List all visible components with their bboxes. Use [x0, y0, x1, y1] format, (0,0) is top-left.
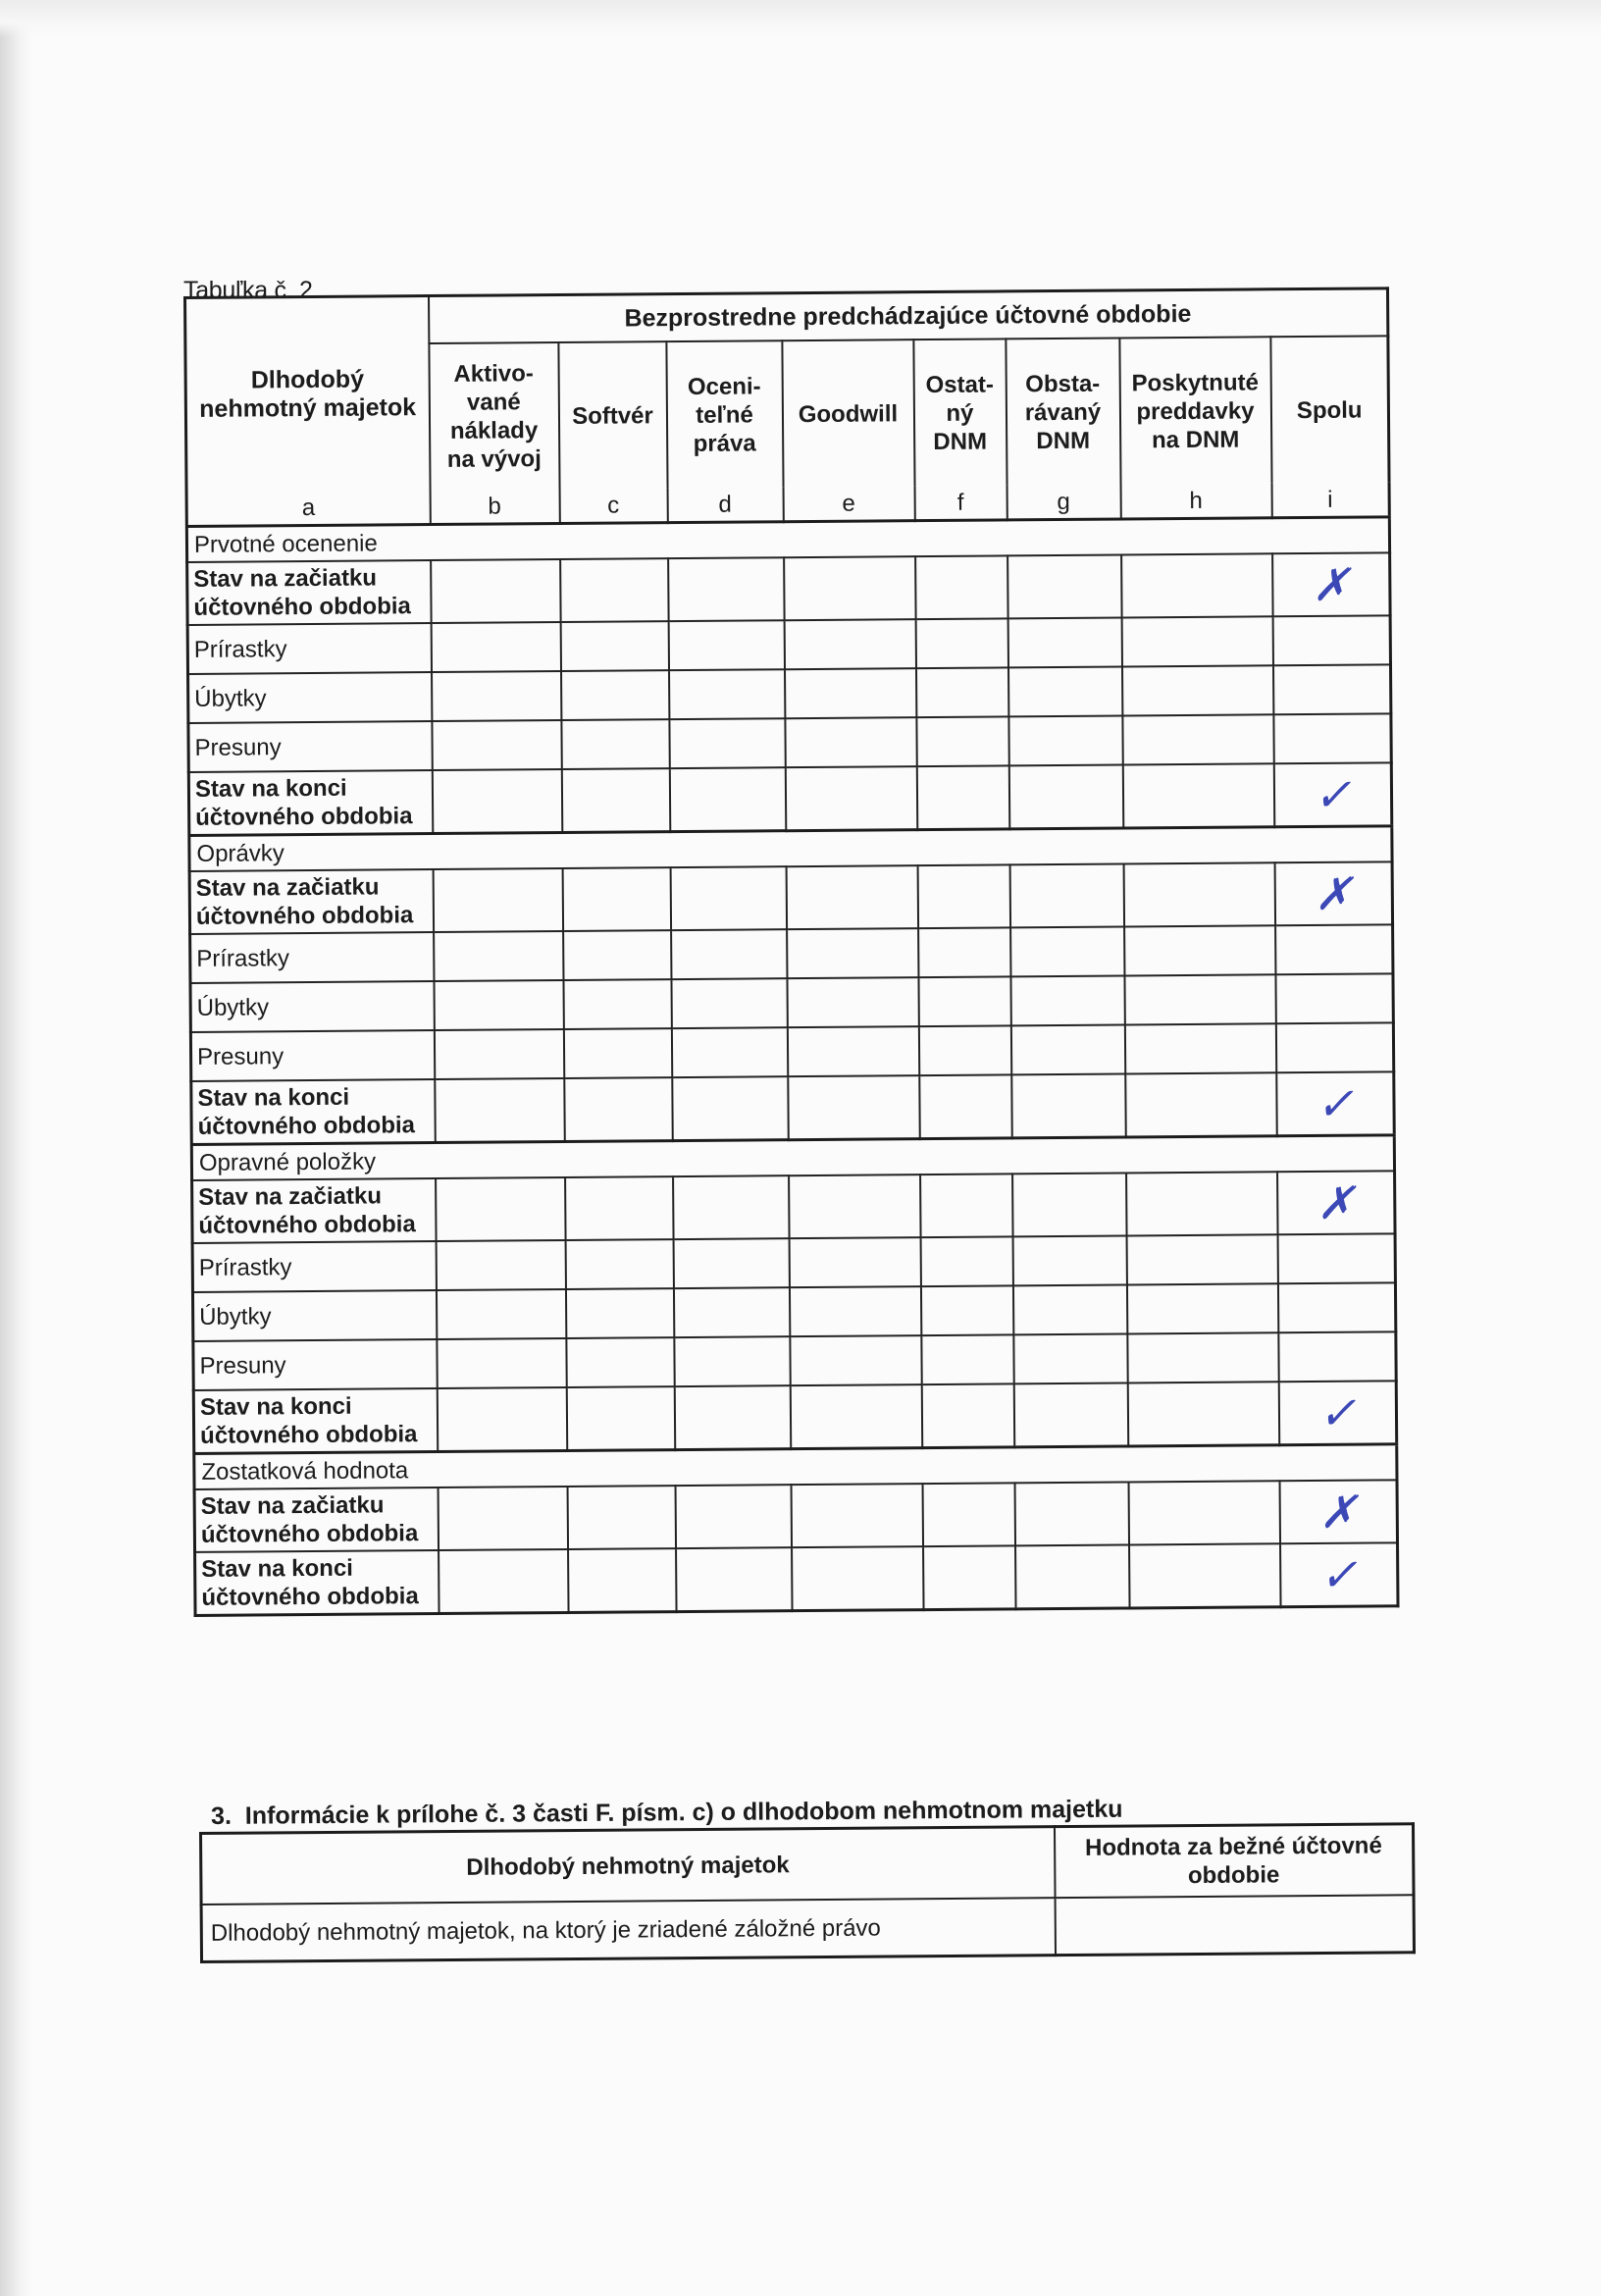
- table-row: [194, 1480, 1397, 1552]
- value-cell[interactable]: [921, 1334, 1013, 1384]
- value-cell[interactable]: [562, 867, 670, 931]
- value-cell[interactable]: [1124, 974, 1275, 1024]
- value-cell[interactable]: [436, 1289, 565, 1339]
- value-cell[interactable]: [675, 1485, 791, 1548]
- total-cell-mark[interactable]: ✗: [1272, 552, 1391, 616]
- value-cell[interactable]: [438, 1487, 567, 1550]
- value-cell[interactable]: [915, 618, 1007, 668]
- value-cell[interactable]: [434, 980, 563, 1030]
- column-header-a: Dlhodobý nehmotný majetok: [185, 296, 431, 492]
- total-cell-mark[interactable]: ✗: [1277, 1171, 1396, 1234]
- value-cell[interactable]: [561, 719, 669, 769]
- value-cell[interactable]: [1128, 1481, 1279, 1544]
- value-cell[interactable]: [791, 1484, 922, 1547]
- column-header-g: Obsta- rávaný DNM: [1006, 339, 1120, 486]
- value-cell[interactable]: [1012, 1284, 1126, 1334]
- value-cell[interactable]: [1123, 862, 1274, 926]
- value-cell[interactable]: [1010, 1024, 1124, 1074]
- value-cell[interactable]: [1010, 926, 1124, 976]
- row-label: Stav na konci účtovného obdobia: [193, 1388, 437, 1453]
- value-cell[interactable]: [786, 865, 917, 929]
- section-title: Zostatková hodnota: [194, 1444, 1397, 1489]
- value-cell[interactable]: [564, 1077, 673, 1141]
- value-cell[interactable]: [1007, 666, 1121, 716]
- total-cell-mark[interactable]: [1278, 1331, 1396, 1382]
- value-cell[interactable]: [788, 1075, 920, 1140]
- total-cell-mark[interactable]: [1275, 924, 1393, 974]
- value-cell[interactable]: [923, 1545, 1016, 1609]
- row-label: Prírastky: [190, 932, 434, 983]
- pledged-row-value[interactable]: [1055, 1895, 1414, 1955]
- total-cell-mark[interactable]: [1275, 973, 1393, 1023]
- value-cell[interactable]: [436, 1240, 565, 1290]
- value-cell[interactable]: [673, 1175, 789, 1239]
- value-cell[interactable]: [1014, 1482, 1128, 1545]
- table-row: [191, 1071, 1394, 1144]
- value-cell[interactable]: [1124, 1023, 1275, 1073]
- column-letter-h: h: [1120, 483, 1271, 519]
- table-row: [195, 1542, 1398, 1615]
- table-row: [187, 552, 1390, 625]
- value-cell[interactable]: [674, 1336, 790, 1386]
- row-label: Stav na konci účtovného obdobia: [195, 1550, 439, 1615]
- value-cell[interactable]: [922, 1483, 1014, 1546]
- value-cell[interactable]: [567, 1486, 675, 1549]
- value-cell[interactable]: [434, 931, 563, 981]
- value-cell[interactable]: [673, 1287, 789, 1337]
- total-cell-mark[interactable]: ✓: [1273, 762, 1392, 826]
- value-cell[interactable]: [439, 1549, 569, 1614]
- row-label: Presuny: [190, 1030, 434, 1081]
- value-cell[interactable]: [1124, 925, 1275, 975]
- value-cell[interactable]: [561, 768, 670, 832]
- value-cell[interactable]: [784, 619, 915, 669]
- group-header: Bezprostredne predchádzajúce účtovné obdobie: [429, 288, 1388, 343]
- value-cell[interactable]: [1013, 1333, 1127, 1383]
- total-cell-mark[interactable]: [1273, 713, 1391, 763]
- total-cell-mark[interactable]: [1277, 1282, 1395, 1332]
- value-cell[interactable]: [1122, 714, 1273, 764]
- value-cell[interactable]: [790, 1384, 922, 1449]
- row-label: Prírastky: [187, 623, 431, 674]
- total-cell-mark[interactable]: ✓: [1276, 1071, 1395, 1135]
- row-label: Úbytky: [188, 672, 432, 723]
- scan-edge-left: [0, 0, 33, 2296]
- value-cell[interactable]: [916, 667, 1008, 717]
- pledged-col-value-header: Hodnota za bežné účtovné obdobie: [1054, 1824, 1414, 1898]
- row-label: Úbytky: [190, 981, 434, 1032]
- value-cell[interactable]: [560, 558, 668, 622]
- value-cell[interactable]: [1122, 763, 1274, 828]
- value-cell[interactable]: [1010, 975, 1124, 1025]
- value-cell[interactable]: [916, 716, 1008, 766]
- section-title: Oprávky: [189, 826, 1392, 871]
- value-cell[interactable]: [561, 670, 669, 720]
- total-cell-mark[interactable]: [1277, 1233, 1395, 1283]
- row-label: Stav na konci účtovného obdobia: [188, 770, 432, 835]
- value-cell[interactable]: [674, 1385, 791, 1449]
- column-letter-b: b: [430, 489, 559, 525]
- section-title: Opravné položky: [191, 1135, 1394, 1180]
- column-letter-g: g: [1007, 485, 1120, 520]
- value-cell[interactable]: [565, 1239, 673, 1289]
- value-cell[interactable]: [568, 1548, 677, 1612]
- value-cell[interactable]: [1126, 1234, 1277, 1284]
- column-letter-e: e: [783, 486, 914, 522]
- value-cell[interactable]: [432, 769, 562, 834]
- value-cell[interactable]: [1008, 764, 1123, 828]
- value-cell[interactable]: [915, 555, 1007, 619]
- value-cell[interactable]: [670, 866, 786, 930]
- value-cell[interactable]: [565, 1176, 673, 1240]
- value-cell[interactable]: [565, 1288, 673, 1338]
- row-label: Stav na začiatku účtovného obdobia: [189, 869, 433, 934]
- value-cell[interactable]: [790, 1335, 921, 1385]
- table-body: [186, 517, 1398, 1616]
- value-cell[interactable]: [1125, 1072, 1277, 1137]
- column-letter-a: a: [186, 490, 430, 526]
- value-cell[interactable]: [789, 1286, 920, 1336]
- value-cell[interactable]: [920, 1285, 1012, 1335]
- intangible-assets-table: [183, 287, 1400, 1617]
- pledged-col-asset-header: Dlhodobý nehmotný majetok: [201, 1827, 1056, 1905]
- value-cell[interactable]: [1011, 1073, 1126, 1137]
- value-cell[interactable]: [1121, 616, 1272, 666]
- value-cell[interactable]: [1127, 1332, 1278, 1383]
- table-caption: Tabuľka č. 2: [183, 277, 313, 304]
- value-cell[interactable]: [1012, 1173, 1126, 1236]
- value-cell[interactable]: [916, 765, 1009, 829]
- column-letter-f: f: [914, 485, 1007, 520]
- value-cell[interactable]: [792, 1546, 924, 1611]
- value-cell[interactable]: [676, 1547, 793, 1611]
- total-cell-mark[interactable]: [1272, 664, 1390, 714]
- total-cell-mark[interactable]: ✗: [1274, 861, 1393, 925]
- value-cell[interactable]: [669, 718, 785, 768]
- value-cell[interactable]: [1121, 665, 1272, 715]
- row-label: Stav na začiatku účtovného obdobia: [192, 1178, 436, 1243]
- column-letter-c: c: [559, 488, 667, 523]
- value-cell[interactable]: [784, 556, 915, 620]
- pledged-assets-table: [199, 1822, 1416, 1963]
- pledged-row-label: Dlhodobý nehmotný majetok, na ktorý je zriadené záložné právo: [201, 1898, 1055, 1961]
- row-label: Prírastky: [192, 1241, 436, 1292]
- value-cell[interactable]: [1129, 1543, 1281, 1608]
- value-cell[interactable]: [668, 557, 784, 621]
- total-cell-mark[interactable]: [1272, 615, 1390, 665]
- value-cell[interactable]: [433, 868, 562, 932]
- value-cell[interactable]: [671, 1027, 787, 1077]
- column-header-c: Softvér: [558, 341, 667, 489]
- total-cell-mark[interactable]: [1275, 1022, 1393, 1072]
- total-cell-mark[interactable]: ✓: [1278, 1381, 1397, 1444]
- value-cell[interactable]: [1127, 1382, 1279, 1446]
- value-cell[interactable]: [787, 977, 918, 1027]
- value-cell[interactable]: [431, 622, 560, 672]
- value-cell[interactable]: [671, 978, 787, 1028]
- column-letter-d: d: [667, 487, 783, 522]
- value-cell[interactable]: [673, 1238, 789, 1288]
- value-cell[interactable]: [434, 1029, 563, 1079]
- column-letter-i: i: [1271, 482, 1389, 517]
- value-cell[interactable]: [1013, 1383, 1128, 1446]
- row-label: Úbytky: [192, 1290, 436, 1341]
- row-label: Stav na konci účtovného obdobia: [191, 1079, 435, 1144]
- value-cell[interactable]: [1007, 555, 1121, 619]
- value-cell[interactable]: [669, 767, 786, 831]
- value-cell[interactable]: [436, 1177, 565, 1241]
- value-cell[interactable]: [560, 621, 668, 671]
- value-cell[interactable]: [563, 1028, 671, 1078]
- value-cell[interactable]: [437, 1338, 566, 1388]
- value-cell[interactable]: [566, 1337, 674, 1387]
- value-cell[interactable]: [920, 1174, 1012, 1237]
- value-cell[interactable]: [785, 668, 916, 718]
- value-cell[interactable]: [785, 717, 916, 767]
- value-cell[interactable]: [669, 669, 785, 719]
- value-cell[interactable]: [1007, 618, 1121, 668]
- column-header-d: Oceni- teľné práva: [666, 340, 783, 488]
- value-cell[interactable]: [920, 1236, 1012, 1286]
- value-cell[interactable]: [917, 864, 1009, 928]
- table-row: [188, 762, 1391, 835]
- row-label: Stav na začiatku účtovného obdobia: [187, 560, 431, 625]
- value-cell[interactable]: [437, 1387, 567, 1452]
- row-label: Presuny: [193, 1339, 437, 1390]
- value-cell[interactable]: [563, 979, 671, 1029]
- value-cell[interactable]: [1015, 1544, 1130, 1608]
- column-header-f: Ostat- ný DNM: [913, 339, 1007, 486]
- value-cell[interactable]: [789, 1174, 920, 1238]
- value-cell[interactable]: [919, 1074, 1012, 1138]
- value-cell[interactable]: [789, 1237, 920, 1287]
- value-cell[interactable]: [563, 930, 671, 980]
- value-cell[interactable]: [566, 1386, 675, 1450]
- total-cell-mark[interactable]: ✗: [1279, 1480, 1398, 1543]
- value-cell[interactable]: [918, 927, 1010, 977]
- total-cell-mark[interactable]: ✓: [1280, 1542, 1399, 1606]
- scan-edge-top: [0, 0, 1601, 37]
- column-header-b: Aktivo- vané náklady na vývoj: [429, 342, 559, 490]
- value-cell[interactable]: [1126, 1283, 1277, 1333]
- value-cell[interactable]: [1012, 1235, 1126, 1285]
- value-cell[interactable]: [1008, 715, 1122, 765]
- column-header-h: Poskytnuté preddavky na DNM: [1119, 337, 1271, 484]
- value-cell[interactable]: [431, 559, 560, 623]
- value-cell[interactable]: [787, 1026, 918, 1076]
- value-cell[interactable]: [918, 1025, 1010, 1075]
- section3-title: Informácie k prílohe č. 3 časti F. písm. c) o dlhodobom nehmotnom majetku: [244, 1795, 1123, 1830]
- table-row: [192, 1171, 1395, 1243]
- column-header-i: Spolu: [1270, 336, 1389, 483]
- value-cell[interactable]: [1121, 553, 1272, 617]
- value-cell[interactable]: [1009, 863, 1123, 927]
- column-header-e: Goodwill: [782, 339, 914, 487]
- table-row: [193, 1381, 1396, 1453]
- value-cell[interactable]: [918, 976, 1010, 1026]
- value-cell[interactable]: [785, 766, 917, 831]
- value-cell[interactable]: [432, 720, 561, 770]
- value-cell[interactable]: [1126, 1172, 1277, 1235]
- value-cell[interactable]: [668, 620, 784, 670]
- value-cell[interactable]: [671, 929, 787, 979]
- value-cell[interactable]: [787, 928, 918, 978]
- section3-number: 3.: [211, 1801, 232, 1830]
- table-row: [189, 861, 1392, 934]
- row-label: Presuny: [188, 721, 432, 772]
- section-title: Prvotné ocenenie: [186, 517, 1389, 562]
- row-label: Stav na začiatku účtovného obdobia: [194, 1487, 438, 1552]
- value-cell[interactable]: [672, 1076, 789, 1140]
- value-cell[interactable]: [435, 1078, 565, 1143]
- value-cell[interactable]: [921, 1383, 1014, 1447]
- value-cell[interactable]: [432, 671, 561, 721]
